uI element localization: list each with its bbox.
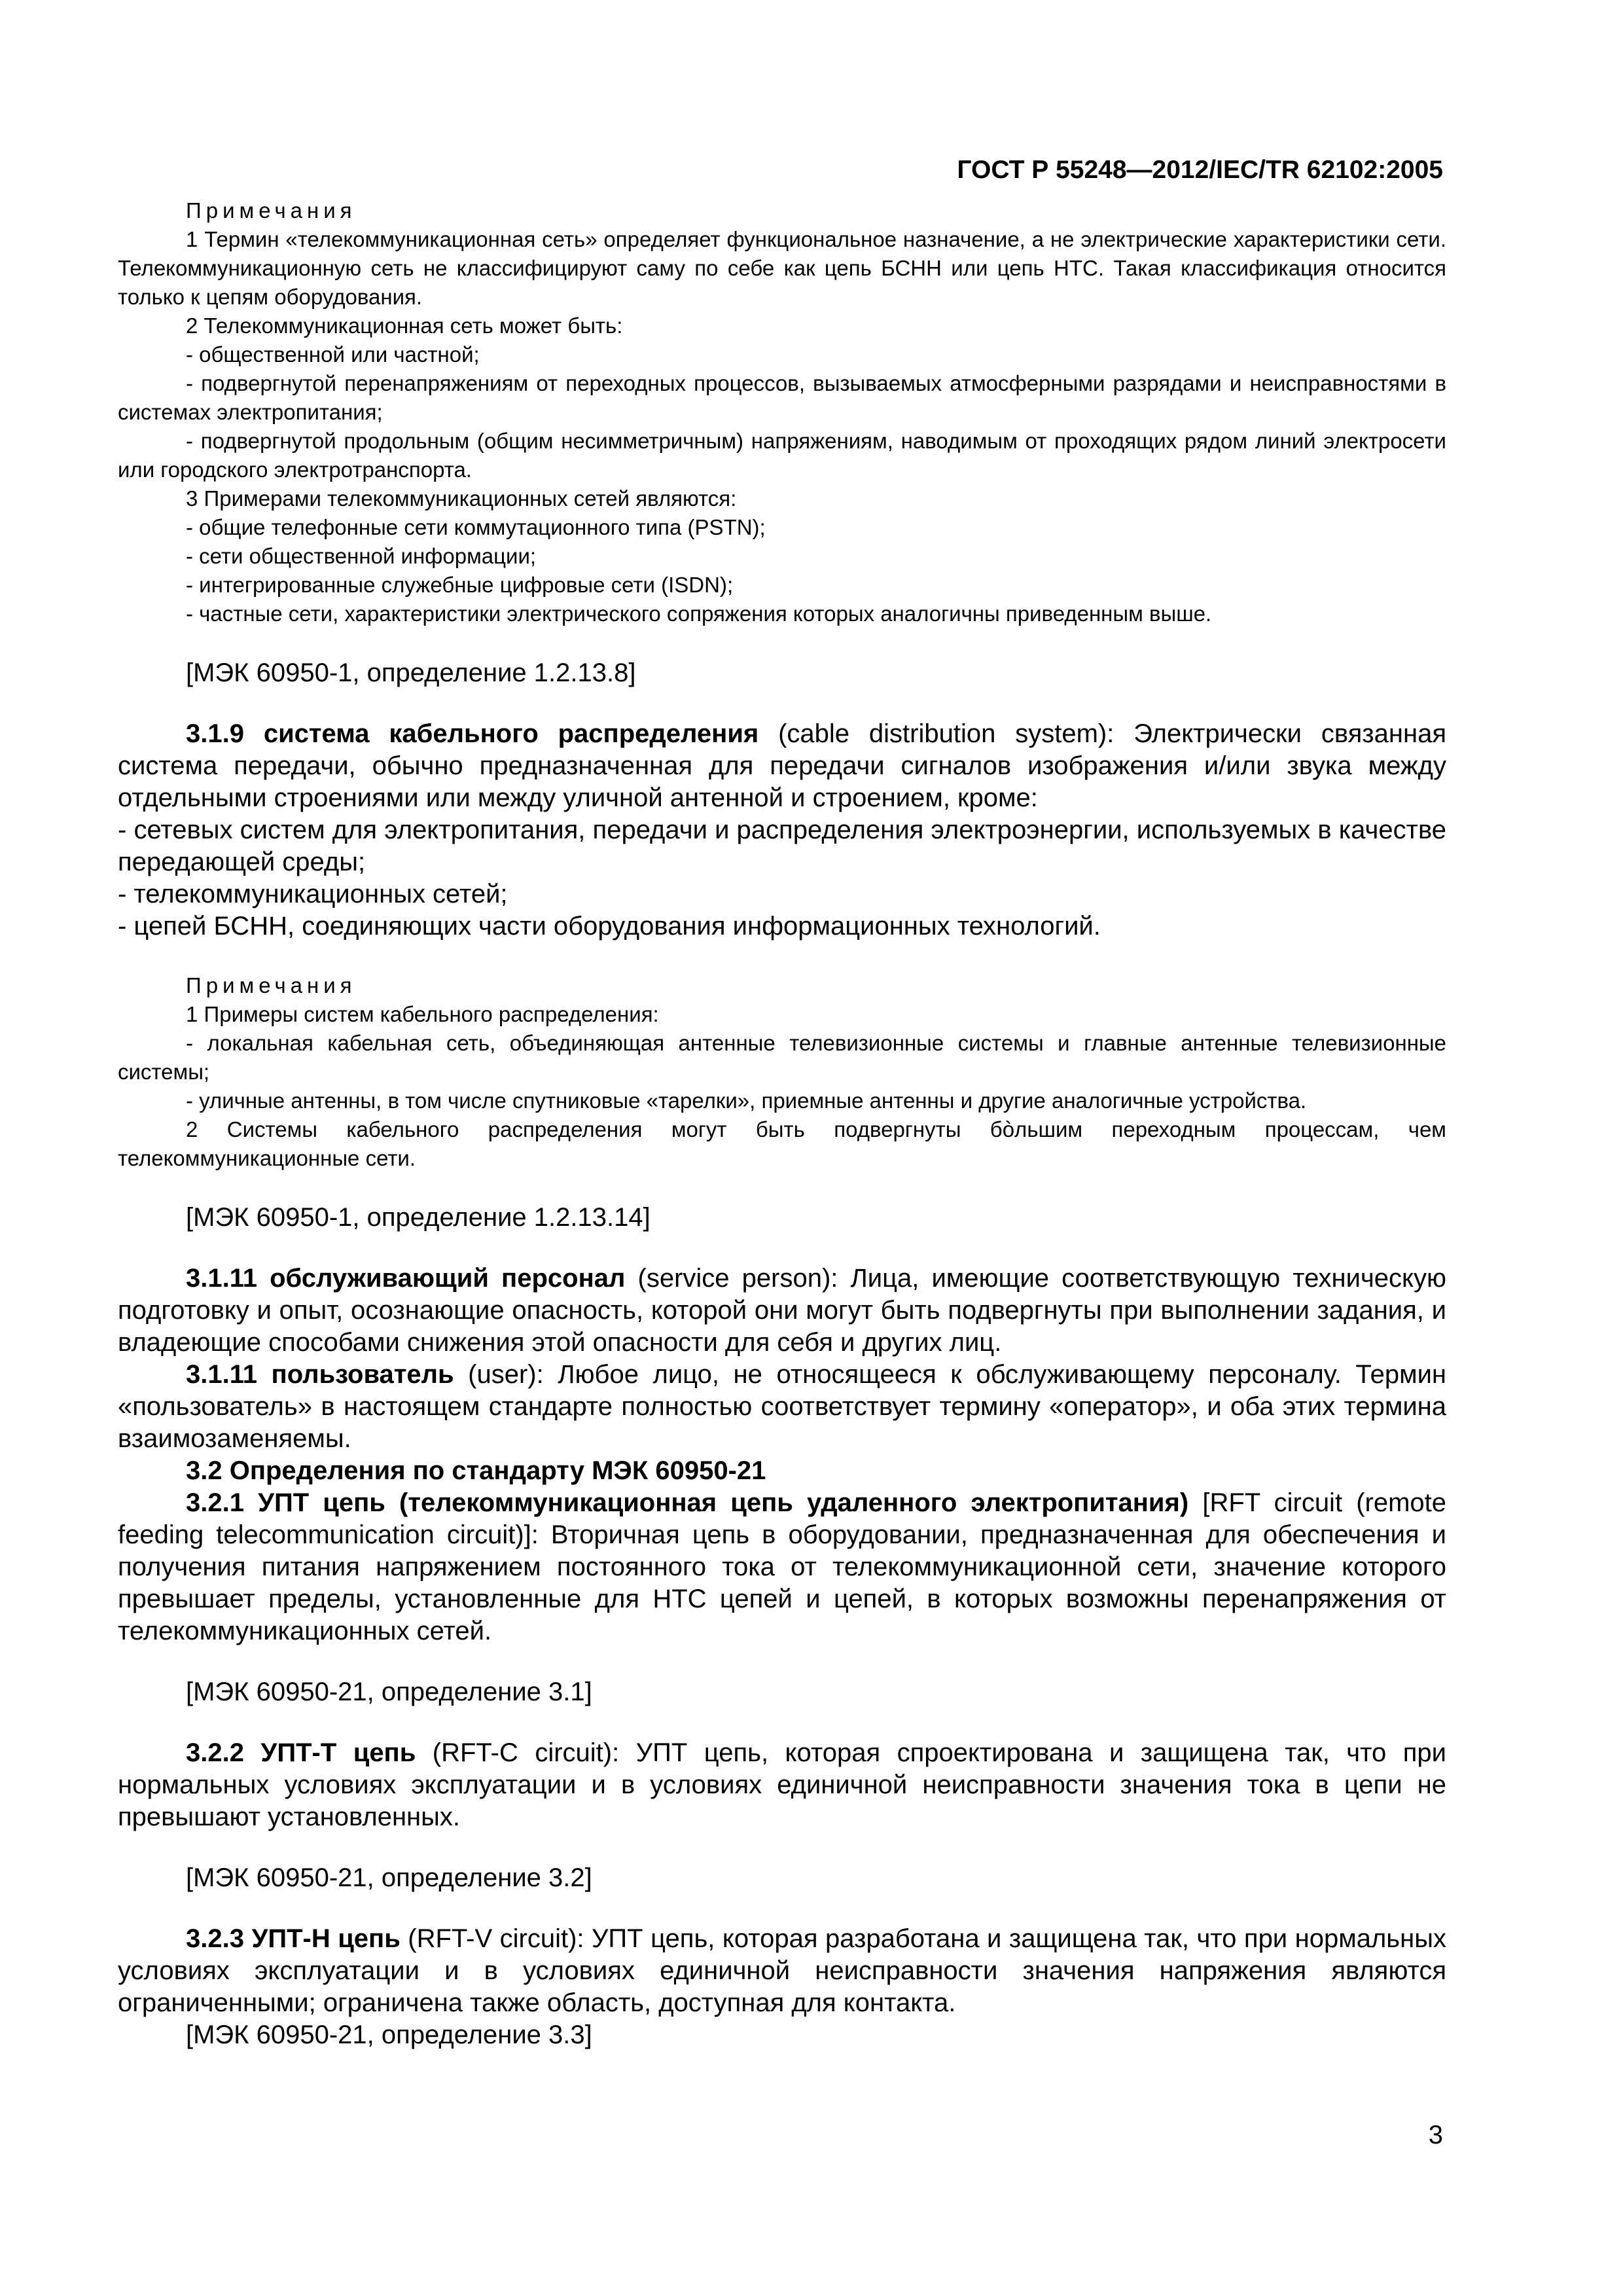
- note-line: - уличные антенны, в том числе спутниковые «тарелки», приемные антенны и другие аналогичные устройства.: [186, 1088, 1307, 1113]
- definition-text: [118, 1737, 1446, 1833]
- definition-text: [118, 1263, 1446, 1359]
- note-line: 2 Системы кабельного распределения могут быть подвергнуты бòльшим переходным процессам, чем телекоммуникационные сети.: [118, 1117, 1446, 1170]
- definition-body: (cable distribution system): Электрически связанная система передачи, обычно предназначенная для передачи сигналов изображения и/или звука между отдельными строениями или между уличной антенной и строением, кроме:: [118, 719, 1446, 812]
- note-line: 1 Термин «телекоммуникационная сеть» определяет функциональное назначение, а не электрические характеристики сети. Телекоммуникационную сеть не классифицируют саму по себе как цепь БСНН или цепь НТС. Такая классификация относится только к цепям оборудования.: [118, 227, 1446, 309]
- definition-3-1-9: [118, 718, 1446, 942]
- reference: [МЭК 60950-1, определение 1.2.13.14]: [186, 1203, 651, 1232]
- definition-3-2-2: [118, 1737, 1446, 1833]
- definition-body: (RFT-V circuit): УПТ цепь, которая разработана и защищена так, что при нормальных условиях эксплуатации и в условиях единичной неисправности значения напряжения являются ограниченными; ограничена также область, доступная для контакта.: [118, 1924, 1446, 2017]
- note-line: 3 Примерами телекоммуникационных сетей являются:: [186, 486, 737, 511]
- definition-body: (service person): Лица, имеющие соответствующую техническую подготовку и опыт, осознающие опасность, которой они могут быть подвергнуты при выполнении задания, и владеющие способами снижения этой опасности для себя и других лиц.: [118, 1264, 1446, 1357]
- definition-body: [RFT circuit (remote feeding telecommunication circuit)]: Вторичная цепь в оборудовании, предназначенная для обеспечения и получения питания напряжением постоянного тока от телекоммуникационной сети, значение которого превышает пределы, установленные для НТС цепей и цепей, в которых возможны перенапряжения от телекоммуникационных сетей.: [118, 1488, 1447, 1645]
- definition-term: 3.1.11 пользователь: [186, 1360, 454, 1389]
- document-header: ГОСТ Р 55248—2012/IEC/TR 62102:2005: [957, 156, 1443, 184]
- definition-item: - телекоммуникационных сетей;: [118, 880, 508, 908]
- page-content: [118, 196, 1446, 2051]
- reference: [МЭК 60950-21, определение 3.3]: [186, 2020, 592, 2049]
- notes-title: Примечания: [186, 198, 357, 223]
- section-heading: 3.2 Определения по стандарту МЭК 60950-21: [186, 1456, 766, 1485]
- definition-text: [118, 718, 1446, 814]
- note-line: - подвергнутой продольным (общим несимметричным) напряжениям, наводимым от проходящих рядом линий электросети или городского электротранспорта.: [118, 429, 1446, 482]
- note-line: 1 Примеры систем кабельного распределения:: [186, 1002, 659, 1026]
- note-line: - общественной или частной;: [186, 342, 480, 367]
- definition-body: (user): Любое лицо, не относящееся к обслуживающему персоналу. Термин «пользователь» в настоящем стандарте полностью соответствует термину «оператор», и оба этих термина взаимозаменяемы.: [118, 1360, 1446, 1453]
- definition-text: [118, 1923, 1446, 2019]
- definition-term: 3.2.1 УПТ цепь (телекоммуникационная цепь удаленного электропитания): [186, 1488, 1189, 1517]
- definition-text: [118, 1359, 1446, 1455]
- definition-term: 3.1.9 система кабельного распределения: [186, 719, 759, 748]
- definition-body: (RFT-C circuit): УПТ цепь, которая спроектирована и защищена так, что при нормальных условиях эксплуатации и в условиях единичной неисправности значения тока в цепи не превышают установленных.: [118, 1738, 1446, 1831]
- definition-3-2-3: [118, 1923, 1446, 2019]
- note-line: - сети общественной информации;: [186, 544, 537, 568]
- page-number: 3: [1428, 2121, 1443, 2149]
- reference: [МЭК 60950-1, определение 1.2.13.8]: [186, 658, 636, 687]
- definition-item: - сетевых систем для электропитания, передачи и распределения электроэнергии, используемых в качестве передающей среды;: [118, 816, 1446, 876]
- definitions-3-1-11: [118, 1263, 1446, 1647]
- note-line: - частные сети, характеристики электрического сопряжения которых аналогичны приведенным выше.: [186, 601, 1212, 626]
- definition-text: [118, 1487, 1446, 1647]
- definition-term: 3.2.3 УПТ-Н цепь: [186, 1924, 401, 1953]
- notes-title: Примечания: [186, 973, 357, 997]
- definition-term: 3.1.11 обслуживающий персонал: [186, 1264, 626, 1293]
- reference: [МЭК 60950-21, определение 3.1]: [186, 1677, 592, 1706]
- reference: [МЭК 60950-21, определение 3.2]: [186, 1863, 592, 1892]
- notes-block-1: [118, 196, 1446, 628]
- note-line: - локальная кабельная сеть, объединяющая антенные телевизионные системы и главные антенные телевизионные системы;: [118, 1031, 1446, 1084]
- definition-term: 3.2.2 УПТ-Т цепь: [186, 1738, 416, 1767]
- note-line: - общие телефонные сети коммутационного типа (PSTN);: [186, 515, 766, 539]
- note-line: - подвергнутой перенапряжениям от переходных процессов, вызываемых атмосферными разрядами и неисправностями в системах электропитания;: [118, 371, 1446, 424]
- note-line: - интегрированные служебные цифровые сети (ISDN);: [186, 573, 734, 597]
- notes-block-2: [118, 971, 1446, 1173]
- definition-item: - цепей БСНН, соединяющих части оборудования информационных технологий.: [118, 912, 1101, 941]
- note-line: 2 Телекоммуникационная сеть может быть:: [186, 314, 623, 338]
